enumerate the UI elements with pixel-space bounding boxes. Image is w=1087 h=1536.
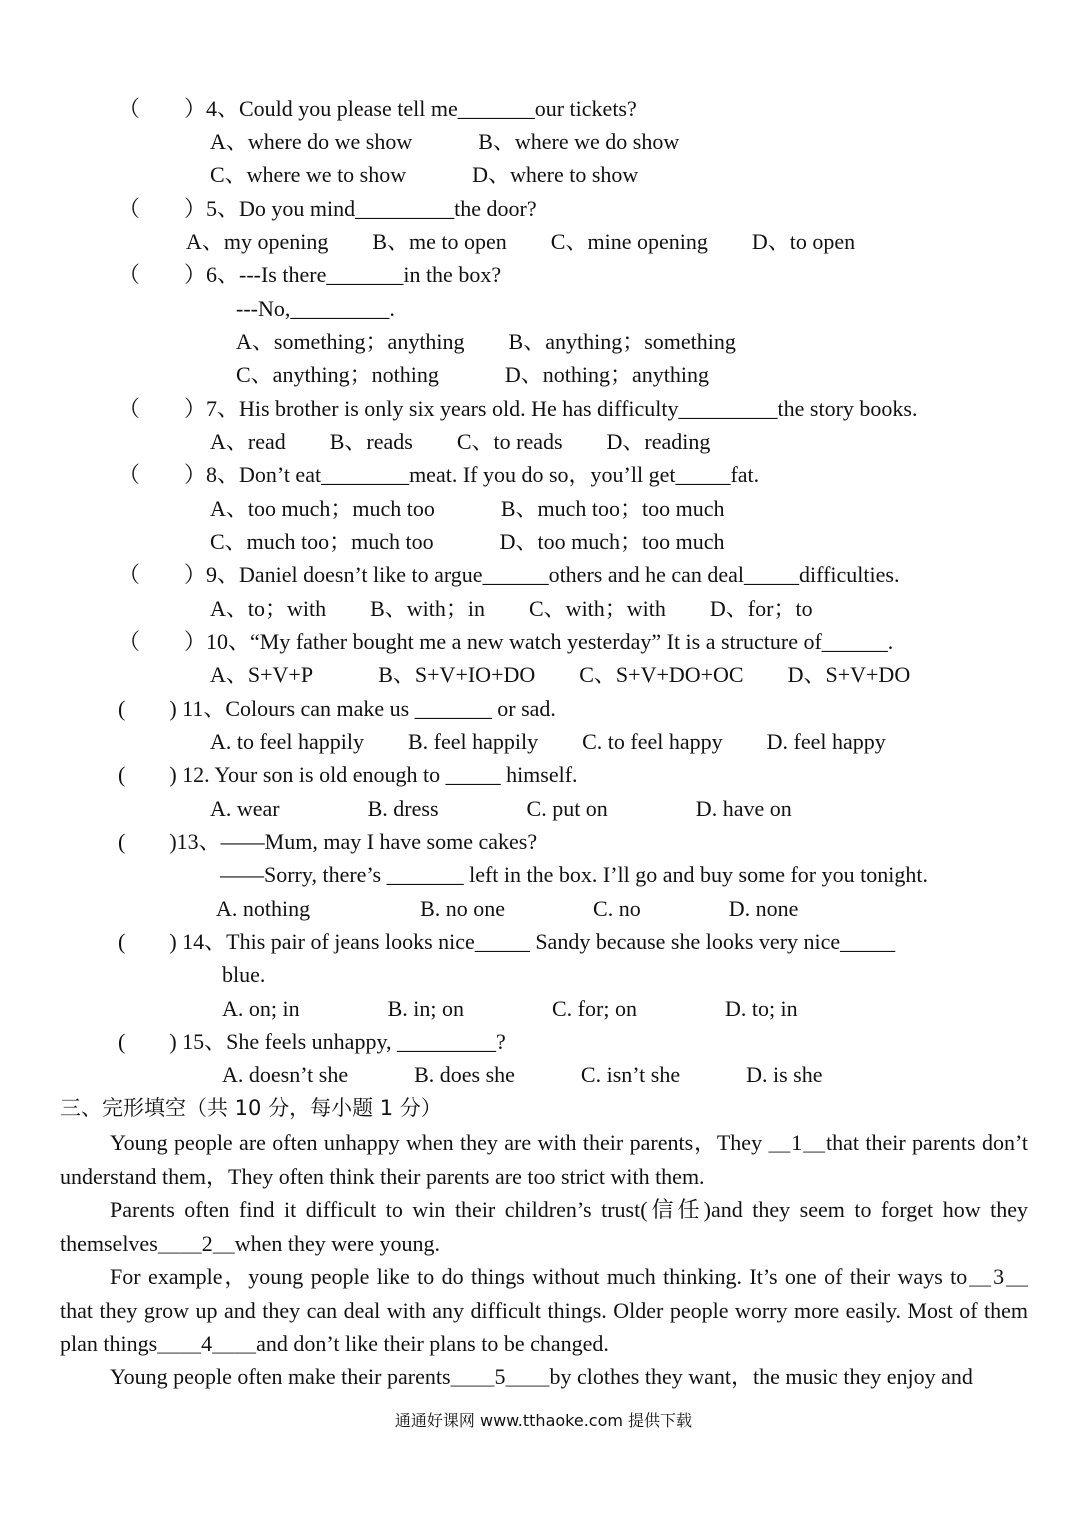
question-7-options: A、read B、reads C、to reads D、reading	[210, 429, 711, 454]
question-15-options: A. doesn’t she B. does she C. isn’t she D. is she	[222, 1062, 823, 1087]
question-14-continuation: blue.	[222, 962, 266, 987]
question-10-stem: （ ）10、“My father bought me a new watch yesterday” It is a structure of______.	[118, 629, 894, 654]
cloze-paragraph-4-text: Young people often make their parents＿＿5＿＿by clothes they want，the music they enjoy and	[110, 1364, 973, 1389]
question-14-stem: ( ) 14、This pair of jeans looks nice_____ Sandy because she looks very nice_____	[118, 929, 896, 954]
cloze-paragraph-1-text: Young people are often unhappy when they are with their parents，They ＿1＿that their parents don’t understand them，They often think their parents are too strict with them.	[60, 1130, 1028, 1189]
question-10-options: A、S+V+P B、S+V+IO+DO C、S+V+DO+OC D、S+V+DO	[210, 662, 911, 687]
question-11-options: A. to feel happily B. feel happily C. to feel happy D. feel happy	[210, 729, 886, 754]
question-5-stem: （ ）5、Do you mind_________the door?	[118, 196, 537, 221]
question-6-options-cd: C、anything；nothing D、nothing；anything	[236, 362, 709, 387]
question-8-stem: （ ）8、Don’t eat________meat. If you do so，you’ll get_____fat.	[118, 462, 760, 487]
cloze-paragraph-3	[60, 1260, 1028, 1361]
cloze-paragraph-3-text: For example，young people like to do things without much thinking. It’s one of their ways to＿3＿ that they grow up and they can deal with any difficult things. Older people worry more easily. Most of them plan things＿＿4＿＿and don’t like their plans to be changed.	[60, 1264, 1028, 1356]
question-4-options-cd: C、where we to show D、where to show	[210, 162, 639, 187]
cloze-paragraph-1	[60, 1126, 1028, 1193]
question-9-stem: （ ）9、Daniel doesn’t like to argue______others and he can deal_____difficulties.	[118, 562, 900, 587]
question-12-options: A. wear B. dress C. put on D. have on	[210, 796, 792, 821]
section-3-title: 三、完形填空（共 10 分，每小题 1 分）	[60, 1096, 442, 1120]
question-12-stem: ( ) 12. Your son is old enough to _____ himself.	[118, 762, 578, 787]
cloze-paragraph-2-text: Parents often find it difficult to win their children’s trust(信任)and they seem to forget how they themselves＿＿2＿when they were young.	[60, 1197, 1028, 1256]
question-13-stem: ( )13、——Mum, may I have some cakes?	[118, 829, 538, 854]
cloze-paragraph-4	[60, 1360, 1028, 1394]
question-14-options: A. on; in B. in; on C. for; on D. to; in	[222, 996, 798, 1021]
question-6-stem: （ ）6、---Is there_______in the box?	[118, 262, 502, 287]
page-footer: 通通好课网 www.tthaoke.com 提供下载	[394, 1411, 693, 1430]
question-11-stem: ( ) 11、Colours can make us _______ or sad.	[118, 696, 556, 721]
question-13-reply: ——Sorry, there’s _______ left in the box. I’ll go and buy some for you tonight.	[220, 862, 928, 887]
question-8-options-ab: A、too much；much too B、much too；too much	[210, 496, 725, 521]
cloze-paragraph-2	[60, 1193, 1028, 1260]
question-15-stem: ( ) 15、She feels unhappy, _________?	[118, 1029, 506, 1054]
question-13-options: A. nothing B. no one C. no D. none	[216, 896, 799, 921]
question-5-options: A、my opening B、me to open C、mine opening D、to open	[186, 229, 856, 254]
question-4-options-ab: A、where do we show B、where we do show	[210, 129, 680, 154]
question-9-options: A、to；with B、with；in C、with；with D、for；to	[210, 596, 813, 621]
question-6-options-ab: A、something；anything B、anything；something	[236, 329, 736, 354]
question-8-options-cd: C、much too；much too D、too much；too much	[210, 529, 725, 554]
question-6-reply: ---No,_________.	[236, 296, 395, 321]
question-7-stem: （ ）7、His brother is only six years old. He has difficulty_________the story books.	[118, 396, 918, 421]
question-4-stem: （ ）4、Could you please tell me_______our tickets?	[118, 96, 637, 121]
